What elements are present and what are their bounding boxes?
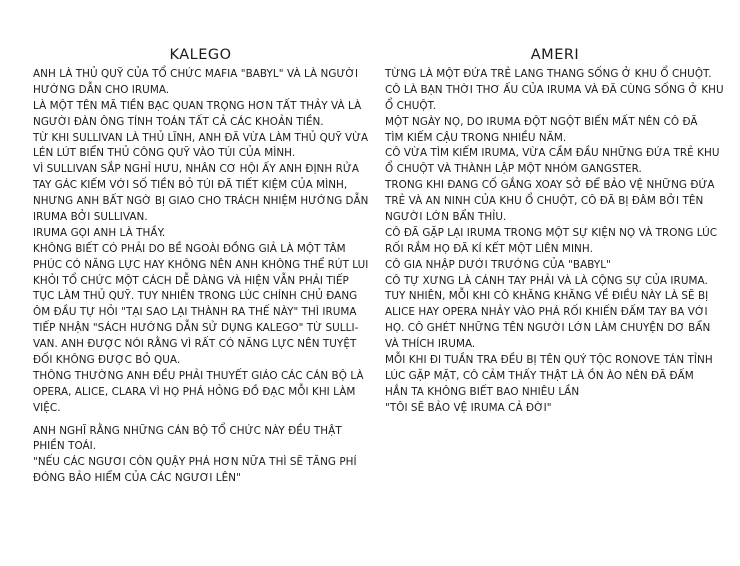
text-line: IRUMA BỞI SULLIVAN.: [33, 211, 148, 224]
kalego-heading: KALEGO: [169, 47, 232, 63]
text-line: RỐI RẮM HỌ ĐÃ KÍ KẾT MỘT LIÊN MINH.: [385, 242, 593, 255]
text-line: ALICE HAY OPERA NHẢY VÀO PHÁ RỐI KHIẾN ĐẤM TAY BA VỚI: [385, 306, 708, 319]
text-line: PHIỀN TOÁI.: [33, 440, 97, 453]
text-line: "NẾU CÁC NGƯƠI CÒN QUẬY PHÁ HƠN NỮA THÌ SẼ TĂNG PHÍ: [33, 456, 357, 469]
text-line: NGƯỜI ĐÀN ÔNG TÍNH TOÁN TẤT CẢ CÁC KHOẢN TIỀN.: [33, 115, 324, 128]
text-line: MỘT NGÀY NỌ, DO IRUMA ĐỘT NGỘT BIẾN MẤT NÊN CÔ ĐÃ: [385, 115, 698, 128]
text-line: TỤC LÀM THỦ QUỸ. TUY NHIÊN TRONG LÚC CHÍNH CHỦ ĐANG: [33, 290, 358, 303]
text-line: THÔNG THƯỜNG ANH ĐỀU PHẢI THUYẾT GIÁO CÁC CÁN BỘ LÀ: [33, 369, 364, 382]
text-line: IRUMA GỌI ANH LÀ THẦY.: [33, 226, 166, 239]
text-line: NHƯNG ANH BẤT NGỜ BỊ GIAO CHO TRÁCH NHIỆM HƯỚNG DẪN: [33, 195, 369, 208]
text-line: VÀ THÍCH IRUMA.: [385, 338, 476, 351]
text-line: CÔ VỪA TÌM KIẾM IRUMA, VỪA CẦM ĐẦU NHỮNG ĐỨA TRẺ KHU: [385, 147, 720, 160]
text-line: "TÔI SẼ BẢO VỆ IRUMA CẢ ĐỜI": [385, 401, 552, 414]
text-line: TIẾP NHẬN "SÁCH HƯỚNG DẪN SỬ DỤNG KALEGO" TỪ SULLI-: [33, 322, 359, 335]
kalego-text: [33, 67, 368, 487]
ameri-heading: AMERI: [530, 47, 580, 63]
text-line: TỪNG LÀ MỘT ĐỨA TRẺ LANG THANG SỐNG Ở KHU Ổ CHUỘT.: [385, 68, 712, 80]
text-line: ĐỐI KHÔNG ĐƯỢC BỎ QUA.: [33, 354, 181, 367]
text-line: MỖI KHI ĐI TUẦN TRA ĐỀU BỊ TÊN QUÝ TỘC RONOVE TÁN TỈNH: [385, 354, 713, 367]
text-line: VÌ SULLIVAN SẮP NGHỈ HƯU, NHÂN CƠ HỘI ẤY ANH ĐỊNH RỬA: [33, 163, 359, 176]
text-line: TỪ KHI SULLIVAN LÀ THỦ LĨNH, ANH ĐÃ VỪA LÀM THỦ QUỸ VỪA: [33, 131, 369, 144]
text-line: NGƯỜI LỚN BẨN THỈU.: [385, 211, 507, 224]
text-line: HƯỚNG DẪN CHO IRUMA.: [33, 83, 170, 96]
text-line: CÔ LÀ BẠN THỜI THƠ ẤU CỦA IRUMA VÀ ĐÃ CÙNG SỐNG Ở KHU: [385, 83, 724, 96]
text-line: TUY NHIÊN, MỖI KHI CÔ KHĂNG KHĂNG VỀ ĐIỀU NÀY LÀ SẼ BỊ: [385, 290, 709, 303]
text-line: PHÚC CÓ NĂNG LỰC HAY KHÔNG NÊN ANH KHÔNG THỂ RÚT LUI: [33, 258, 369, 271]
text-line: TÌM KIẾM CẬU TRONG NHIỀU NĂM.: [385, 131, 567, 144]
text-line: LÀ MỘT TÊN MÃ TIỀN BẠC QUAN TRỌNG HƠN TẤT THẢY VÀ LÀ: [33, 99, 362, 112]
text-line: LÉN LÚT BIỂN THỦ CÔNG QUỸ VÀO TÚI CỦA MÌNH.: [33, 147, 296, 160]
text-line: CÔ TỰ XƯNG LÀ CÁNH TAY PHẢI VÀ LÀ CỘNG SỰ CỦA IRUMA.: [385, 274, 708, 287]
text-line: TRẺ VÀ AN NINH CỦA KHU Ổ CHUỘT, CÔ ĐÃ BỊ ĐÂM BỞI TÊN: [385, 195, 704, 208]
text-line: KHÔNG BIẾT CÓ PHẢI DO BỀ NGOÀI ĐỒNG GIẢ LÀ MỘT TÂM: [33, 242, 346, 255]
text-line: VIỆC.: [33, 401, 61, 414]
text-line: KHỎI TỔ CHỨC MỘT CÁCH DỄ DÀNG VÀ HIỆN VẪN PHẢI TIẾP: [33, 274, 349, 287]
ameri-column: [385, 46, 725, 417]
text-line: HỌ. CÔ GHÉT NHỮNG TÊN NGƯỜI LỚN LÀM CHUYỆN DƠ BẨN: [385, 322, 711, 335]
text-line: ANH LÀ THỦ QUỸ CỦA TỔ CHỨC MAFIA "BABYL" VÀ LÀ NGƯỜI: [33, 68, 359, 80]
text-line: OPERA, ALICE, CLARA VÌ HỌ PHÁ HỎNG ĐỒ ĐẠC MỖI KHI LÀM: [33, 385, 356, 398]
text-line: ÔM ĐẦU TỰ HỎI "TẠI SAO LẠI THÀNH RA THẾ NÀY" THÌ IRUMA: [33, 306, 357, 319]
text-line: LÚC GẶP MẶT, CÔ CẢM THẤY THẬT LÀ ỒN ÀO NÊN ĐÃ ĐẤM: [385, 369, 694, 382]
text-line: ANH NGHĨ RẰNG NHỮNG CÁN BỘ TỔ CHỨC NÀY ĐỀU THẬT: [33, 424, 342, 437]
text-line: VAN. ANH ĐƯỢC NÓI RẰNG VÌ RẤT CÓ NĂNG LỰC NÊN TUYỆT: [33, 338, 357, 351]
kalego-column: [33, 46, 368, 487]
text-line: Ổ CHUỘT VÀ THÀNH LẬP MỘT NHÓM GANGSTER.: [385, 163, 642, 176]
text-line: ĐÓNG BẢO HIỂM CỦA CÁC NGƯƠI LÊN": [33, 472, 241, 485]
text-line: [33, 417, 368, 424]
text-line: TRONG KHI ĐANG CỐ GẮNG XOAY SỞ ĐỂ BẢO VỆ NHỮNG ĐỨA: [385, 179, 715, 192]
text-line: HẮN TA KHÔNG BIẾT BAO NHIÊU LẦN: [385, 385, 580, 398]
text-line: Ổ CHUỘT.: [385, 99, 437, 112]
text-line: CÔ GIA NHẬP DƯỚI TRƯỚNG CỦA "BABYL": [385, 258, 611, 271]
text-line: TAY GÁC KIẾM VỚI SỐ TIỀN BỎ TÚI ĐÃ TIẾT KIỆM CỦA MÌNH,: [33, 179, 348, 192]
text-line: CÔ ĐÃ GẶP LẠI IRUMA TRONG MỘT SỰ KIỆN NỌ VÀ TRONG LÚC: [385, 226, 718, 239]
ameri-text: [385, 67, 725, 417]
